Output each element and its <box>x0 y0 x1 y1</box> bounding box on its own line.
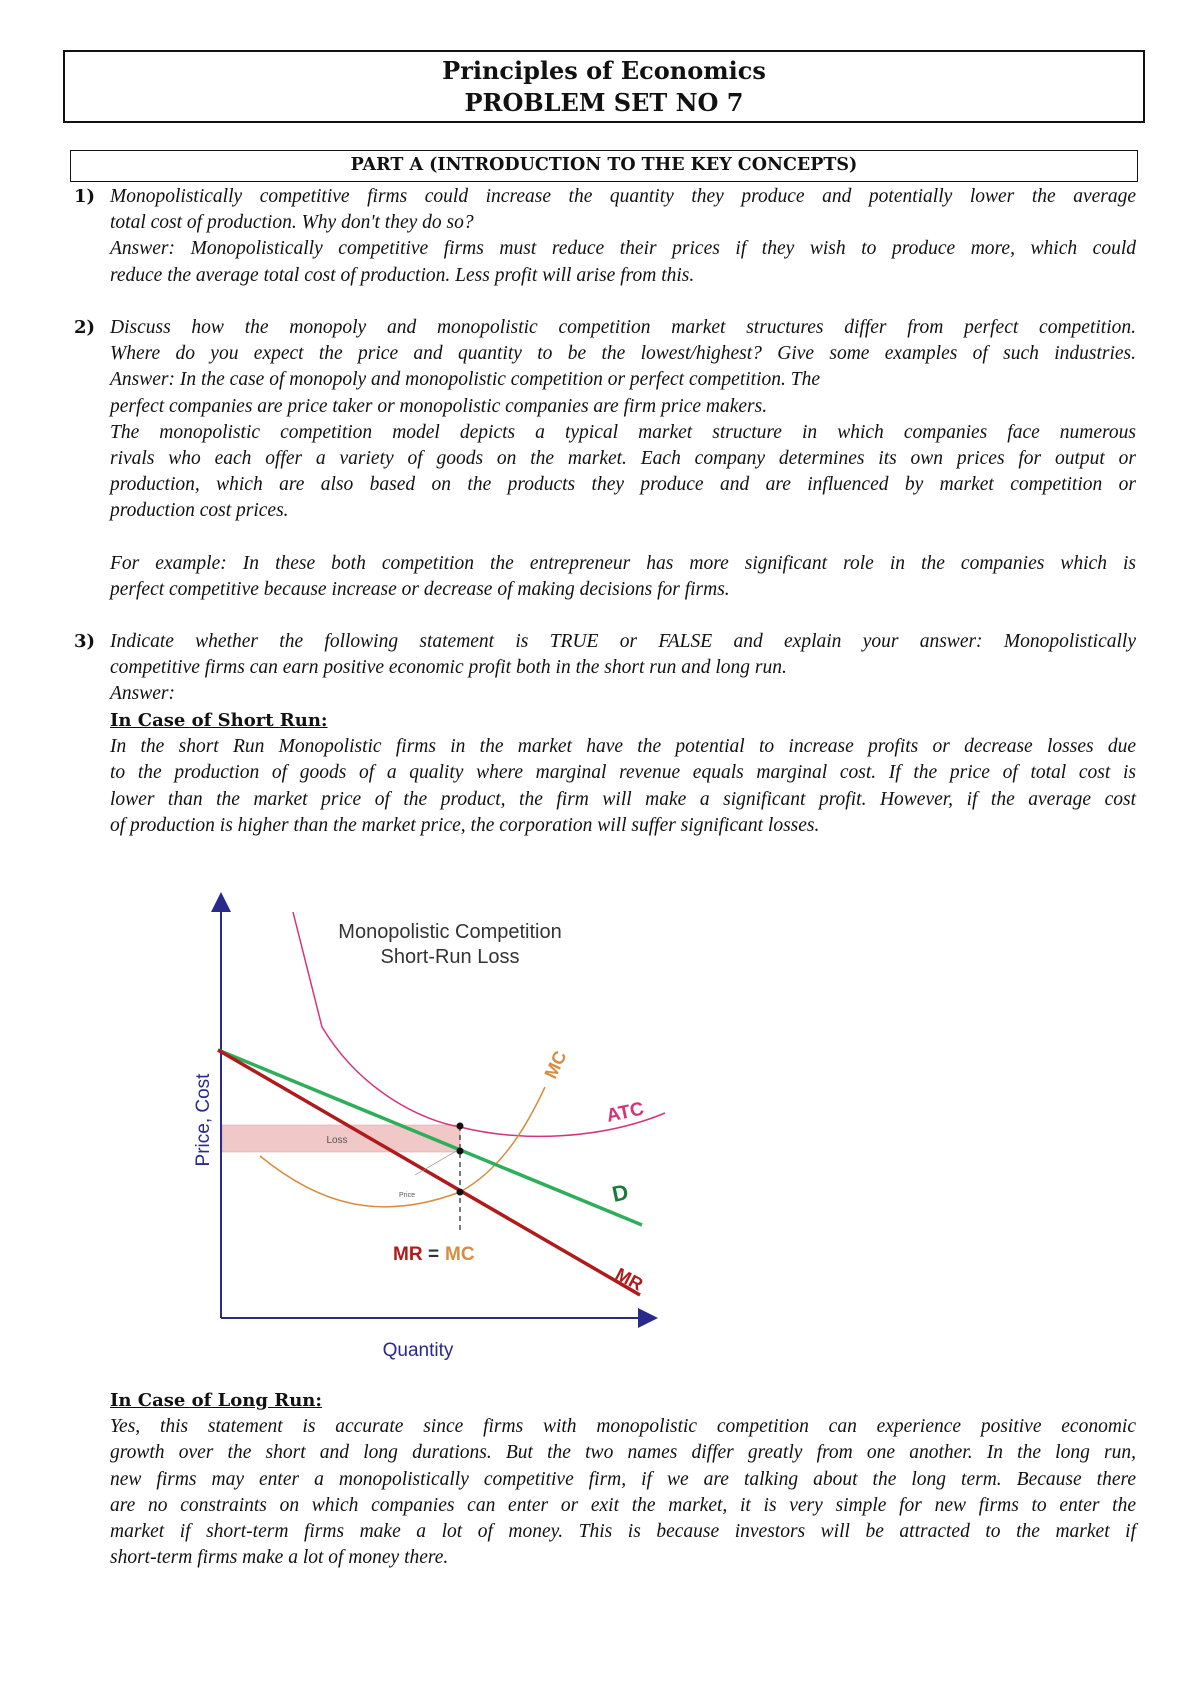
atc-point <box>457 1123 464 1130</box>
text-line: production, which are also based on the products they produce and are influenced by market competition or <box>110 474 1136 496</box>
chart-subtitle: Short-Run Loss <box>380 946 520 968</box>
long-run-section <box>110 1388 1136 1571</box>
text-line: production cost prices. <box>110 500 289 522</box>
text-line: Monopolistically competitive firms could increase the quantity they produce and potentially lower the average <box>110 186 1136 207</box>
short-run-heading: In Case of Short Run: <box>110 710 328 731</box>
part-a-heading: PART A (INTRODUCTION TO THE KEY CONCEPTS) <box>70 150 1138 182</box>
mr-equals-mc-equals: = <box>428 1244 440 1265</box>
text-line: short-term firms make a lot of money there. <box>110 1547 449 1569</box>
text-line: Answer: In the case of monopoly and monopolistic competition or perfect competition. The <box>110 369 821 391</box>
problem-set-title: PROBLEM SET NO 7 <box>464 88 744 117</box>
text-line: In the short Run Monopolistic firms in the market have the potential to increase profits or decrease losses due <box>110 736 1136 758</box>
question-number: 3) <box>74 631 96 652</box>
mr-equals-mc-mr: MR <box>393 1244 423 1265</box>
text-line: Where do you expect the price and quantity to be the lowest/highest? Give some examples of such industries. <box>110 343 1136 365</box>
text-line: Answer: Monopolistically competitive firms must reduce their prices if they wish to produce more, which could <box>110 238 1136 260</box>
question-number: 2) <box>74 317 96 338</box>
mc-label: MC <box>540 1047 571 1082</box>
text-line: Indicate whether the following statement is TRUE or FALSE and explain your answer: Monopolistically <box>110 631 1136 652</box>
price-label: Price <box>399 1192 415 1199</box>
text-line: are no constraints on which companies can enter or exit the market, it is very simple for new firms to enter the <box>110 1494 1136 1516</box>
mr-label: MR <box>612 1263 647 1295</box>
text-line: For example: In these both competition the entrepreneur has more significant role in the companies which is <box>110 552 1136 574</box>
text-line: perfect companies are price taker or monopolistic companies are firm price makers. <box>110 395 768 417</box>
mr-equals-mc-mc: MC <box>445 1244 475 1265</box>
y-axis-label: Price, Cost <box>193 1073 214 1167</box>
atc-label: ATC <box>604 1098 646 1127</box>
text-line: Yes, this statement is accurate since firms with monopolistic competition can experience positive economic <box>110 1416 1136 1438</box>
long-run-text <box>110 1414 1136 1571</box>
mr-mc-point <box>457 1189 464 1196</box>
chart-title: Monopolistic Competition <box>338 921 562 943</box>
text-line: reduce the average total cost of production. Less profit will arise from this. <box>110 264 695 286</box>
question-number: 1) <box>74 186 96 207</box>
text-line: Discuss how the monopoly and monopolistic competition market structures differ from perfect competition. <box>110 317 1136 338</box>
long-run-heading: In Case of Long Run: <box>110 1390 323 1411</box>
text-line: growth over the short and long durations. But the two names differ greatly from one another. In the long run, <box>110 1442 1136 1464</box>
text-line: of production is higher than the market price, the corporation will suffer significant losses. <box>110 814 820 836</box>
text-line: Answer: <box>110 683 175 705</box>
x-axis-label: Quantity <box>382 1340 454 1361</box>
text-line: market if short-term firms make a lot of money. This is because investors will be attracted to the market if <box>110 1520 1136 1542</box>
demand-label: D <box>609 1179 631 1207</box>
text-line: competitive firms can earn positive economic profit both in the short run and long run. <box>110 657 787 679</box>
price-pointer <box>415 1150 458 1175</box>
text-line: total cost of production. Why don't they do so? <box>110 212 474 234</box>
text-line: new firms may enter a monopolistically competitive firm, if we are talking about the long term. Because there <box>110 1468 1136 1490</box>
text-line: rivals who each offer a variety of goods on the market. Each company determines its own prices for output or <box>110 447 1136 469</box>
text-line: to the production of goods of a quality where marginal revenue equals marginal cost. If the price of total cost is <box>110 762 1136 784</box>
text-line: perfect competitive because increase or decrease of making decisions for firms. <box>110 578 730 600</box>
text-line: The monopolistic competition model depicts a typical market structure in which companies face numerous <box>110 421 1136 443</box>
price-point <box>457 1148 464 1155</box>
loss-label: Loss <box>326 1135 348 1146</box>
text-line: lower than the market price of the product, the firm will make a significant profit. However, if the average cost <box>110 788 1136 810</box>
course-title: Principles of Economics <box>442 56 766 85</box>
